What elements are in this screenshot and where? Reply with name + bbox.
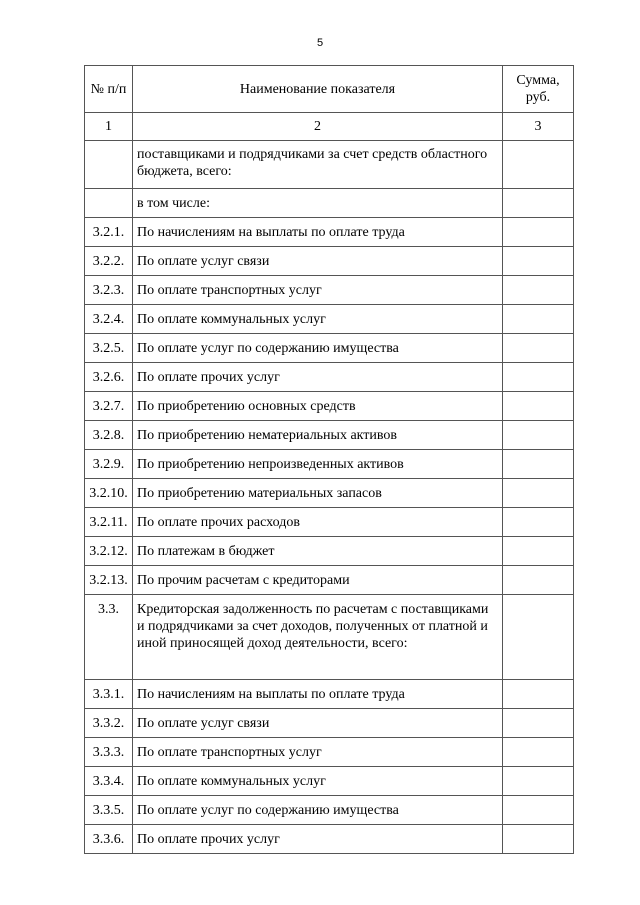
- table-row: [85, 450, 574, 479]
- row-sum-cell: [503, 825, 574, 854]
- table-row: [85, 566, 574, 595]
- row-sum-cell: [503, 537, 574, 566]
- row-sum-cell: [503, 141, 574, 189]
- column-index-3: 3: [503, 113, 574, 141]
- report-table-body: [85, 66, 574, 854]
- row-name-cell: По оплате транспортных услуг: [133, 738, 503, 767]
- row-number-cell: 3.2.6.: [85, 363, 133, 392]
- row-name-cell: По оплате коммунальных услуг: [133, 305, 503, 334]
- row-number-cell: 3.2.4.: [85, 305, 133, 334]
- table-row: [85, 392, 574, 421]
- row-sum-cell: [503, 189, 574, 218]
- table-row: [85, 421, 574, 450]
- row-sum-cell: [503, 767, 574, 796]
- row-number-cell: 3.2.8.: [85, 421, 133, 450]
- table-row: [85, 218, 574, 247]
- table-row: [85, 508, 574, 537]
- row-number-cell: 3.2.7.: [85, 392, 133, 421]
- table-row: [85, 825, 574, 854]
- table-row: [85, 334, 574, 363]
- row-name-cell: По начислениям на выплаты по оплате труда: [133, 680, 503, 709]
- table-row: [85, 595, 574, 680]
- row-sum-cell: [503, 508, 574, 537]
- row-name-cell: По начислениям на выплаты по оплате труда: [133, 218, 503, 247]
- row-number-cell: 3.2.1.: [85, 218, 133, 247]
- row-name-cell: По приобретению нематериальных активов: [133, 421, 503, 450]
- row-name-cell: По оплате коммунальных услуг: [133, 767, 503, 796]
- column-index-1: 1: [85, 113, 133, 141]
- row-number-cell: 3.3.5.: [85, 796, 133, 825]
- row-number-cell: 3.3.4.: [85, 767, 133, 796]
- row-name-cell: По оплате услуг связи: [133, 709, 503, 738]
- row-name-cell: По оплате прочих услуг: [133, 363, 503, 392]
- row-name-cell: По оплате услуг по содержанию имущества: [133, 334, 503, 363]
- row-sum-cell: [503, 738, 574, 767]
- row-sum-cell: [503, 334, 574, 363]
- table-header-row: [85, 66, 574, 113]
- row-number-cell: 3.3.6.: [85, 825, 133, 854]
- table-row: [85, 680, 574, 709]
- header-name: Наименование показателя: [133, 66, 503, 113]
- row-sum-cell: [503, 218, 574, 247]
- row-sum-cell: [503, 421, 574, 450]
- row-number-cell: 3.3.3.: [85, 738, 133, 767]
- table-row: [85, 709, 574, 738]
- row-number-cell: 3.3.1.: [85, 680, 133, 709]
- row-name-cell: По приобретению основных средств: [133, 392, 503, 421]
- table-row: [85, 796, 574, 825]
- row-sum-cell: [503, 305, 574, 334]
- row-sum-cell: [503, 479, 574, 508]
- row-name-cell: По оплате прочих расходов: [133, 508, 503, 537]
- row-name-cell: По платежам в бюджет: [133, 537, 503, 566]
- row-sum-cell: [503, 247, 574, 276]
- report-table: [84, 65, 574, 854]
- row-sum-cell: [503, 450, 574, 479]
- row-name-cell: По прочим расчетам с кредиторами: [133, 566, 503, 595]
- row-sum-cell: [503, 392, 574, 421]
- table-row: [85, 189, 574, 218]
- row-number-cell: 3.2.11.: [85, 508, 133, 537]
- page-number: 5: [316, 37, 324, 49]
- table-row: [85, 767, 574, 796]
- row-name-cell: поставщиками и подрядчиками за счет средств областного бюджета, всего:: [133, 141, 503, 189]
- row-number-cell: 3.3.: [85, 595, 133, 680]
- row-name-cell: в том числе:: [133, 189, 503, 218]
- table-row: [85, 305, 574, 334]
- table-row: [85, 141, 574, 189]
- row-sum-cell: [503, 796, 574, 825]
- table-row: [85, 363, 574, 392]
- row-number-cell: 3.2.12.: [85, 537, 133, 566]
- row-name-cell: По оплате транспортных услуг: [133, 276, 503, 305]
- row-sum-cell: [503, 276, 574, 305]
- table-row: [85, 537, 574, 566]
- header-number: № п/п: [85, 66, 133, 113]
- row-number-cell: [85, 141, 133, 189]
- table-row: [85, 247, 574, 276]
- row-name-cell: По оплате услуг связи: [133, 247, 503, 276]
- column-index-row: [85, 113, 574, 141]
- row-number-cell: 3.2.13.: [85, 566, 133, 595]
- row-sum-cell: [503, 566, 574, 595]
- row-number-cell: 3.2.10.: [85, 479, 133, 508]
- row-name-cell: По оплате прочих услуг: [133, 825, 503, 854]
- row-number-cell: [85, 189, 133, 218]
- row-number-cell: 3.2.2.: [85, 247, 133, 276]
- header-sum: Сумма, руб.: [503, 66, 574, 113]
- row-name-cell: По приобретению непроизведенных активов: [133, 450, 503, 479]
- row-sum-cell: [503, 363, 574, 392]
- column-index-2: 2: [133, 113, 503, 141]
- row-sum-cell: [503, 709, 574, 738]
- row-number-cell: 3.2.5.: [85, 334, 133, 363]
- row-sum-cell: [503, 680, 574, 709]
- row-number-cell: 3.2.3.: [85, 276, 133, 305]
- row-name-cell: По оплате услуг по содержанию имущества: [133, 796, 503, 825]
- table-row: [85, 276, 574, 305]
- row-number-cell: 3.3.2.: [85, 709, 133, 738]
- table-row: [85, 479, 574, 508]
- table-row: [85, 738, 574, 767]
- row-name-cell: Кредиторская задолженность по расчетам с поставщиками и подрядчиками за счет доходов, полученных от платной и иной приносящей доход деятельности, всего:: [133, 595, 503, 680]
- row-number-cell: 3.2.9.: [85, 450, 133, 479]
- row-name-cell: По приобретению материальных запасов: [133, 479, 503, 508]
- row-sum-cell: [503, 595, 574, 680]
